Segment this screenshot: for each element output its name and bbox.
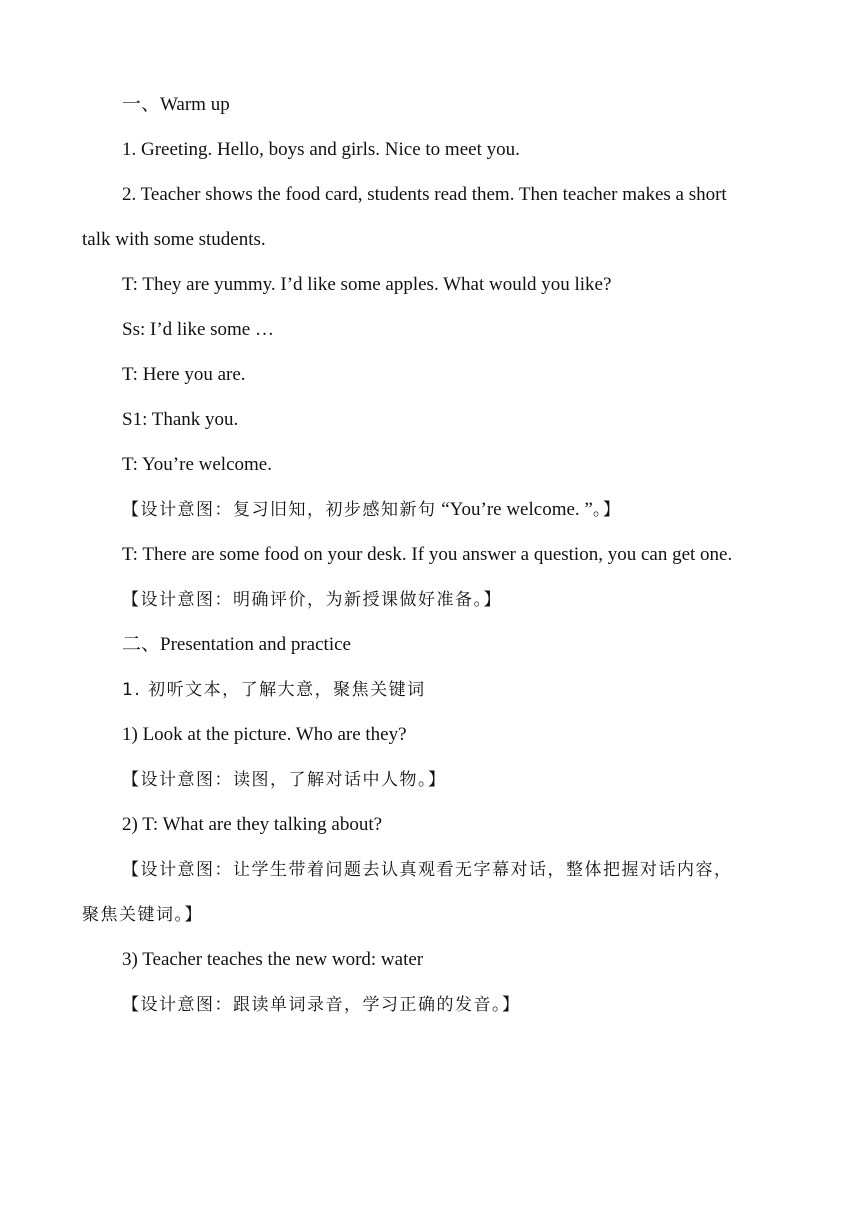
dialogue-line: S1: Thank you. bbox=[122, 409, 239, 430]
design-intent-note bbox=[122, 498, 822, 522]
question-item: 3) Teacher teaches the new word: water bbox=[122, 949, 424, 970]
dialogue-line: T: Here you are. bbox=[122, 364, 246, 385]
question-item: 1) Look at the picture. Who are they? bbox=[122, 724, 407, 745]
food-card-item-line2: talk with some students. bbox=[82, 229, 266, 250]
greeting-item: 1. Greeting. Hello, boys and girls. Nice to meet you. bbox=[122, 139, 520, 160]
design-intent-note: 【设计意图：读图，了解对话中人物。】 bbox=[122, 770, 447, 790]
design-intent-note: 【设计意图：明确评价，为新授课做好准备。】 bbox=[122, 590, 502, 610]
section1-heading: 一、Warm up bbox=[122, 94, 230, 115]
section2-heading: 二、Presentation and practice bbox=[122, 634, 351, 655]
question-item: 2) T: What are they talking about? bbox=[122, 814, 383, 835]
design-intent-suffix: 。】 bbox=[592, 500, 622, 520]
dialogue-line: Ss: I’d like some … bbox=[122, 319, 274, 340]
subsection-heading: 1. 初听文本，了解大意，聚焦关键词 bbox=[122, 680, 426, 700]
design-intent-note-line2: 聚焦关键词。】 bbox=[82, 905, 203, 925]
design-intent-quote: “You’re welcome. ” bbox=[441, 499, 593, 520]
design-intent-note: 【设计意图：跟读单词录音，学习正确的发音。】 bbox=[122, 995, 521, 1015]
design-intent-note-line1: 【设计意图：让学生带着问题去认真观看无字幕对话，整体把握对话内容， bbox=[122, 860, 733, 880]
dialogue-line: T: They are yummy. I’d like some apples. What would you like? bbox=[122, 274, 612, 295]
design-intent-prefix: 【设计意图：复习旧知，初步感知新句 bbox=[122, 500, 437, 520]
food-card-item-line1: 2. Teacher shows the food card, students read them. Then teacher makes a short bbox=[122, 184, 727, 205]
desk-food-line: T: There are some food on your desk. If you answer a question, you can get one. bbox=[122, 544, 733, 565]
dialogue-line: T: You’re welcome. bbox=[122, 454, 272, 475]
